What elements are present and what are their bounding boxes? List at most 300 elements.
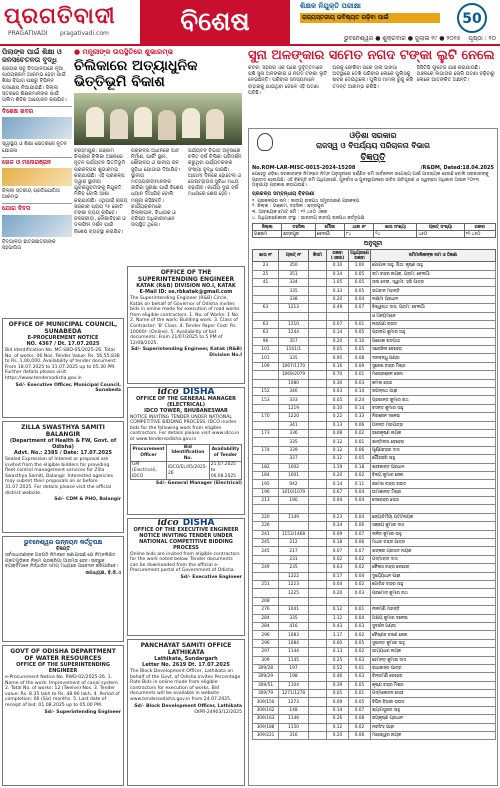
table-cell: GM (Electrical), IDCO (131, 462, 167, 480)
table-cell (309, 312, 327, 320)
table-row (253, 295, 496, 303)
table-cell: ବେଲଗାଁ (315, 231, 344, 238)
table-cell: 0.05 (349, 329, 371, 337)
table-cell: ୨୪ (374, 231, 417, 238)
notice-8-oipr: OIPR-24903/12/2025 (194, 710, 242, 716)
table-row (253, 320, 496, 328)
table-row (253, 278, 496, 286)
govt-land-notice (248, 128, 498, 786)
table-cell (309, 597, 327, 605)
table-cell: 0.43 (327, 622, 349, 630)
table-cell (309, 690, 327, 698)
table-cell: ୧୨.୪୫୦ (464, 231, 495, 238)
table-cell: ୮୪ (344, 231, 373, 238)
lead-story-kicker: ● ମନ୍ତ୍ରୀଙ୍କ ଉପସ୍ଥିତିରେ ଶୁଭାରମ୍ଭ (74, 48, 173, 56)
table-cell: 0.02 (349, 648, 371, 656)
notice-bda[interactable] (2, 536, 124, 642)
table-cell (309, 614, 327, 622)
table-cell (309, 278, 327, 286)
table-cell: 0.30 (327, 379, 349, 387)
notice-8-no: Letter No. 2619 Dt. 17.07.2025 (142, 662, 230, 668)
govt-list-item: ୨. ଜିଲ୍ଲା : ଗଞ୍ଜାମ, ତହସିଲ : ଛତ୍ରପୁର (252, 204, 324, 210)
table-cell (253, 371, 279, 379)
table-cell: 0.20 (327, 732, 349, 740)
table-cell: ପଦ୍ମଲୋଚନ ସେଠୀ (371, 690, 496, 698)
schedule-header: ପ୍ଲଟ୍ ନଂ (279, 250, 309, 262)
table-cell (309, 581, 327, 589)
notice-5-no: E-Mail ID: se.rbkatak@gmail.com (139, 289, 233, 295)
table-cell: 0.05 (349, 455, 371, 463)
table-cell: 170 (253, 413, 279, 421)
table-cell (309, 589, 327, 597)
table-cell: 226 (253, 522, 279, 530)
table-cell: ମନୋରଞ୍ଜନ ଜେନା (371, 371, 496, 379)
table-cell: ଗୋବିନ୍ଦ ଚନ୍ଦ୍ର ସାହୁ (371, 581, 496, 589)
lead-story-body (74, 148, 242, 273)
table-row (253, 572, 496, 580)
left-box-1 (2, 106, 72, 154)
table-cell (309, 379, 327, 387)
table-cell: 1084 (279, 639, 309, 647)
lead-story-photo (74, 93, 242, 145)
table-cell (253, 455, 279, 463)
table-cell: କମଳା ସେଠୀ (371, 379, 496, 387)
table-cell (253, 312, 279, 320)
table-cell: 96 (253, 337, 279, 345)
table-cell: 0.05 (349, 698, 371, 706)
table-cell (253, 379, 279, 387)
table-row (253, 497, 496, 505)
table-cell (349, 505, 371, 513)
table-cell: 309/79 (253, 690, 279, 698)
table-cell: 212 (279, 539, 309, 547)
table-cell: 0.03 (349, 656, 371, 664)
table-cell: 0.26 (327, 715, 349, 723)
notice-4-title: GOVT OF ODISHA DEPARTMENT OF WATER RESOURCES (10, 648, 116, 662)
table-cell (309, 656, 327, 664)
table-cell: 1219 (279, 404, 309, 412)
table-row (253, 224, 496, 231)
table-row (253, 581, 496, 589)
table-cell: 0.05 (349, 270, 371, 278)
table-cell: IDCO/EL/05/2025-26 (166, 462, 209, 480)
table-cell: 241 (253, 530, 279, 538)
table-cell (327, 505, 349, 513)
table-cell: 1145 (279, 656, 309, 664)
table-row (253, 262, 496, 270)
table-cell: 0.12 (327, 455, 349, 463)
table-cell: 0.34 (327, 270, 349, 278)
table-row (253, 312, 496, 320)
table-row (253, 656, 496, 664)
table-cell: ଛତ୍ରପୁର (282, 231, 316, 238)
table-cell: 0.14 (327, 480, 349, 488)
table-cell: 284 (253, 622, 279, 630)
table-cell: ଥାନା ନଂ (344, 224, 373, 231)
table-cell (349, 597, 371, 605)
table-cell: ୪୫୦ (417, 231, 464, 238)
table-cell: 1161/1 (279, 346, 309, 354)
table-cell: 1041 (279, 606, 309, 614)
table-cell: ସୀତା ଦେବୀ, ସ୍ୱାମୀ: ହରି ପାତ୍ର (371, 278, 496, 286)
newspaper-title: ପ୍ରଗତିବାଦୀ (4, 3, 116, 29)
second-story-col-3: ସିସିଟିଭି ଫୁଟେଜ ଯାଞ୍ଚ କରାଯାଉଛି। ଅଞ୍ଚଳରେ ଲଗାତାର ଚୋରି ଘଟଣା ବଢ଼ିବାରୁ ଲୋକେ ଆତଙ୍କିତ ଅଛନ୍ତି। (416, 65, 495, 84)
table-cell: 245 (253, 547, 279, 555)
left-box-2-body: ଜିଲ୍ଲା ସ୍ତରୀୟ ପ୍ରତିଯୋଗିତା ଆରମ୍ଭ (2, 188, 60, 201)
table-cell: 0.01 (349, 606, 371, 614)
table-cell: 0.05 (349, 639, 371, 647)
govt-notice-h2: ରାଜସ୍ୱ ଓ ବିପର୍ଯ୍ୟୟ ପରିଚାଳନା ବିଭାଗ (316, 141, 430, 150)
table-cell: 0.25 (327, 656, 349, 664)
table-row (253, 354, 496, 362)
table-cell (309, 715, 327, 723)
table-cell: 1146 (279, 715, 309, 723)
notice-6-sub: IDCO TOWER, BHUBANESWAR (144, 407, 228, 414)
table-cell: ଦୀନବନ୍ଧୁ ପଣ୍ଡା (371, 354, 496, 362)
schedule-table (252, 249, 496, 740)
table-cell: 335 (279, 614, 309, 622)
table-cell: 1001 (279, 471, 309, 479)
table-cell: 351 (279, 270, 309, 278)
table-cell (253, 404, 279, 412)
table-row (253, 639, 496, 647)
table-cell (327, 597, 349, 605)
table-cell: ପୂର୍ଣ୍ଣଚନ୍ଦ୍ର ଦାସ (371, 446, 496, 454)
table-cell: 0.20 (327, 337, 349, 345)
table-cell: 0.33 (327, 287, 349, 295)
table-cell: 0.11 (349, 480, 371, 488)
table-cell: 1144 (279, 648, 309, 656)
table-row (253, 304, 496, 312)
table-cell: 1002 (279, 463, 309, 471)
table-row (253, 631, 496, 639)
notice-municipal-sunabeda[interactable] (2, 318, 124, 418)
notice-8-signature: Sd/- Block Development Officer, Lathikata (134, 703, 242, 709)
table-cell: 309/163 (253, 715, 279, 723)
table-cell: ଗୋପାଳ ସାହୁ, ପିତା: କୃଷ୍ଣ ସାହୁ (371, 262, 496, 270)
notice-1-sub: E-PROCUREMENT NOTICE (27, 335, 99, 341)
masthead (0, 0, 500, 46)
table-cell: 0.14 (327, 706, 349, 714)
table-cell: 0.07 (349, 530, 371, 538)
table-cell: 0.13 (327, 421, 349, 429)
table-cell: 0.05 (327, 346, 349, 354)
table-cell: 0.02 (349, 555, 371, 563)
table-row (253, 346, 496, 354)
table-cell: 0.12 (327, 723, 349, 731)
table-cell: 1153/1468 (279, 530, 309, 538)
table-cell: 416 (279, 622, 309, 630)
table-cell: 334 (279, 278, 309, 286)
table-row (253, 463, 496, 471)
table-row (253, 555, 496, 563)
left-body: ରାଜ୍ୟର ସବୁ ବିଦ୍ୟାଳୟରେ ନୂଆ ପାଠ୍ୟକ୍ରମ ଆରମ୍ଭ ହେବା ପାଇଁ ଶିକ୍ଷା ବିଭାଗ ପକ୍ଷରୁ ବିଭିନ୍ନ ପଦକ୍ଷେପ ନିଆଯାଇଛି। ଜିଲ୍ଲା ସ୍ତରରେ ଶିକ୍ଷକମାନଙ୍କ ପାଇଁ ତାଲିମ ଶିବିର ଆୟୋଜନ କରାଯିବ। (2, 66, 67, 104)
table-cell: 350 (279, 262, 309, 270)
table-cell: 109 (253, 362, 279, 370)
table-cell: 1.19 (327, 463, 349, 471)
table-cell (253, 572, 279, 580)
table-cell: 0.04 (349, 513, 371, 521)
second-story-headline[interactable]: ସୁନା ଅଳଙ୍କାର ସମେତ ନଗଦ ଟଙ୍କା ଲୁଟି ନେଲେ (248, 48, 495, 63)
table-cell: ମୌଜା (315, 224, 344, 231)
table-cell: 309/188 (253, 723, 279, 731)
table-cell (279, 312, 309, 320)
table-cell: 0.16 (327, 362, 349, 370)
table-cell: 0.12 (327, 446, 349, 454)
table-cell: ଚିନ୍ତାମଣି ବେହେରା (371, 673, 496, 681)
table-cell: 1010/1079 (279, 488, 309, 496)
table-cell: 335 (279, 438, 309, 446)
notice-8-body: The Block Development Officer, Lathikata on behalf of the Govt. of Odisha invites Percentage Rate Bids in online mode from eligible contractors for execution of works. Bid documents will be available in website www.tendersodisha.gov.in from 24.07.2025. (130, 669, 241, 702)
table-row (253, 715, 496, 723)
table-cell: 0.02 (349, 631, 371, 639)
section-title: ବିଶେଷ (140, 0, 290, 44)
table-cell: 0.02 (349, 429, 371, 437)
table-cell: 63 (253, 329, 279, 337)
left-box-2-title: ଖେଳ ଓ ମନୋରଞ୍ଜନ (2, 158, 52, 166)
schedule-header: କିସମ (309, 250, 327, 262)
table-cell (253, 505, 279, 513)
notice-6-signature: Sd/- General Manager (Electrical) (155, 481, 242, 487)
table-row (253, 622, 496, 630)
table-cell (309, 463, 327, 471)
table-row (253, 337, 496, 345)
table-cell: 0.04 (349, 488, 371, 496)
table-row (253, 270, 496, 278)
notice-4-body: e-Procurement Notice No. RWD-02/2025-26. 1. Name of the work: Improvement of canal system. 2. Total No. of works: 12 (Twelve) Nos. 3. Tender value: Rs. 8.35 lakh to Rs. 48.90 lakh. 4. Period of completion: 06 (Six) months. 5. Last date of receipt of bid: 01.08.2025 up to 05.00 PM. (5, 675, 120, 708)
table-cell (309, 388, 327, 396)
table-cell: 296 (253, 639, 279, 647)
table-cell: 0.12 (327, 606, 349, 614)
table-cell: ସୁଦର୍ଶନ ପଣ୍ଡା (371, 622, 496, 630)
lead-story-headline[interactable]: ଚିଲିକାରେ ଅତ୍ୟାଧୁନିକ ଭିତ୍ତିଭୂମି ବିକାଶ (74, 58, 198, 90)
table-cell: ପ୍ରଶାନ୍ତ କୁମାର ରଥ (371, 396, 496, 404)
table-cell: 316 (279, 732, 309, 740)
table-cell: 309 (253, 656, 279, 664)
table-row (253, 597, 496, 605)
table-cell (349, 312, 371, 320)
table-cell (279, 505, 309, 513)
table-cell: 0.33 (349, 413, 371, 421)
table-cell: ଅନନ୍ତ ମହାପାତ୍ର (371, 421, 496, 429)
govt-notice-para: ଯେହେତୁ ଓଡ଼ିଶା ସରକାରଙ୍କ ନିମନ୍ତେ ନିମ୍ନ ଅନୁସୂଚୀରେ ବର୍ଣ୍ଣିତ ଜମି ସାର୍ବଜନୀନ ଉଦ୍ଦେଶ୍ୟ ପାଇଁ ଆବଶ୍ୟକ ହେଉଛି ବୋଲି ସରକାରଙ୍କୁ ପ୍ରତୀତ ହେଉଅଛି। ଏହି ବିଜ୍ଞପ୍ତି ଜମି ଅଧିଗ୍ରହଣ, ପୁନର୍ବାସ ଓ ପୁନଃସ୍ଥାପନରେ ଉଚିତ କ୍ଷତିପୂରଣ ଓ ସ୍ୱଚ୍ଛତା ଅଧିକାର ଆଇନ ୨୦୧୩ ଅନୁଯାୟୀ ପ୍ରକାଶ କରାଯାଉଛି। (252, 172, 489, 189)
top-advert-line2: ରାଜ୍ୟସ୍ତରୀୟ ଭବିଷ୍ୟତ ଗଢ଼ିବା ପାଇଁ (300, 13, 440, 23)
lead-story-col-2: ପ୍ରକଳ୍ପ ଅଧୀନରେ ଘାଟ ନିର୍ମାଣ, ପାର୍କିଂ ସ୍ଥାନ, ଶୌଚାଳୟ ଓ ପାନୀୟ ଜଳ ସୁବିଧା ଯୋଗାଇ ଦିଆଯିବ। ସ୍ଥାନୀୟ ମତ୍ସ୍ୟଜୀବୀମାନଙ୍କ ଜୀବିକା ସୁରକ୍ଷା ପାଇଁ ବିଶେଷ ଧ୍ୟାନ ଦିଆଯିବ ବୋଲି ମନ୍ତ୍ରୀ କହିଛନ୍ତି। କାର୍ଯ୍ୟକ୍ରମରେ ଜିଲ୍ଲାପାଳ, ବିଧାୟକ ଓ ବରିଷ୍ଠ ଅଧିକାରୀମାନେ ଉପସ୍ଥିତ ଥିଲେ। (131, 148, 184, 229)
table-cell: ନରସିଂହ ପାଢ଼ୀ (371, 723, 496, 731)
table-cell: 340 (279, 388, 309, 396)
table-cell (309, 421, 327, 429)
govt-notice-date: /R&DM, Dated:18.04.2025 (420, 165, 494, 171)
notice-water-resources[interactable] (2, 645, 124, 786)
notice-2-title: ZILLA SWASTHYA SAMITI BALANGIR (21, 424, 105, 438)
table-cell: ଲକ୍ଷ୍ମୀ ପ୍ରଧାନ (371, 295, 496, 303)
table-cell: 196 (253, 488, 279, 496)
table-cell (309, 631, 327, 639)
notice-5-sub: KATAK (R&B) DIVISION NO.I, KATAK (136, 283, 236, 289)
table-cell (309, 681, 327, 689)
notice-1-title: OFFICE OF MUNICIPAL COUNCIL, SUNABEDA (8, 321, 118, 335)
table-cell: 173 (253, 429, 279, 437)
table-cell: ପଦ୍ମାବତୀ ଦାସ (371, 555, 496, 563)
table-row (253, 589, 496, 597)
table-cell: ଜଗନ୍ନାଥ ପାଢ଼ୀ (371, 388, 496, 396)
table-cell: ତହସିଲ (282, 224, 316, 231)
notice-rb-katak[interactable] (127, 266, 245, 384)
notice-2-sub: (Department of Health & FW, Govt. of Odisha) (9, 438, 117, 450)
table-cell: 339 (279, 446, 309, 454)
table-cell (309, 396, 327, 404)
table-cell: 245 (253, 539, 279, 547)
notice-panchayat-lathikata[interactable] (127, 639, 245, 786)
table-cell: 0.34 (327, 522, 349, 530)
notice-1-no: NO. 4367 / Dt. 17.07.2025 (26, 341, 100, 347)
table-row (253, 513, 496, 521)
table-cell: ହରେକୃଷ୍ଣ ନାୟକ (371, 429, 496, 437)
notice-idco[interactable] (127, 387, 245, 515)
table-cell: 1222 (279, 572, 309, 580)
table-cell: ପ୍ରଦୀପ କୁମାର ସାହୁ (371, 329, 496, 337)
table-cell: Bid Identification No. (166, 444, 209, 462)
table-cell: 0.20 (327, 295, 349, 303)
table-cell: ରାମ ଚନ୍ଦ୍ର ନାୟକ, ଗ୍ରାମ: ବେଲଗାଁ (371, 270, 496, 278)
table-row (253, 614, 496, 622)
table-cell: 284 (253, 614, 279, 622)
table-cell: 0.10 (327, 404, 349, 412)
table-cell (309, 497, 327, 505)
left-headline: ପିଲାଙ୍କ ପାଇଁ ଶିକ୍ଷା ଓ ଜନସଚେତନତା ବୃଦ୍ଧି (2, 48, 62, 64)
table-cell: Procurement Officer (131, 444, 167, 462)
table-cell: 0.14 (349, 404, 371, 412)
notice-zilla-swasthya[interactable] (2, 421, 124, 533)
notice-2-body: Sealed Expression of Interest or proposal are invited from the eligible bidders for providing fleet control management services for Zilla Swasthya Samiti, Balangir. Interested agencies may submit their proposals on or before 31.07.2025. For details please visit the official district website. (5, 457, 114, 496)
table-cell: 0.02 (349, 564, 371, 572)
table-row (253, 388, 496, 396)
table-cell: 268 (253, 597, 279, 605)
newspaper-website[interactable]: pragativadi.com (60, 30, 109, 37)
table-cell: ଗଞ୍ଜାମ (253, 231, 282, 238)
top-advert[interactable] (300, 2, 440, 32)
notice-5-title: OFFICE OF THE SUPERINTENDING ENGINEER (137, 269, 235, 283)
table-row (253, 681, 496, 689)
table-cell (279, 597, 309, 605)
table-row (253, 362, 496, 370)
anniversary-logo (448, 2, 496, 34)
table-cell: 0.09 (327, 698, 349, 706)
table-cell: 249 (253, 564, 279, 572)
table-cell: 0.49 (327, 304, 349, 312)
table-cell: 0.08 (349, 354, 371, 362)
table-cell (309, 522, 327, 530)
table-cell (279, 522, 309, 530)
table-cell: 0.05 (349, 681, 371, 689)
notice-3-signature: ଉପାଧ୍ୟକ୍ଷ, ବି.ଡି.ଏ (85, 570, 121, 576)
table-cell (327, 312, 349, 320)
table-cell: 309/162 (253, 706, 279, 714)
left-box-1-image (2, 117, 72, 139)
left-box-2-image (2, 168, 72, 186)
table-cell: ନିରଞ୍ଜନ ଦଳେଇ (371, 413, 496, 421)
table-row (253, 438, 496, 446)
table-cell: 184 (253, 471, 279, 479)
table-row (253, 231, 496, 238)
table-cell: ଓ ଅନ୍ୟମାନେ (371, 312, 496, 320)
table-cell: କୃଷ୍ଣ ଚନ୍ଦ୍ର ମିଶ୍ର (371, 681, 496, 689)
table-cell: 336 (279, 429, 309, 437)
table-cell: 195 (253, 480, 279, 488)
notice-3-title: ଭୁବନେଶ୍ୱର ଉନ୍ନୟନ କର୍ତ୍ତୃପକ୍ଷ (23, 539, 103, 546)
second-story (248, 48, 498, 128)
table-cell: 0.05 (349, 346, 371, 354)
table-row (253, 690, 496, 698)
table-cell: 309/29 (253, 673, 279, 681)
table-row (253, 547, 496, 555)
table-cell: ଜୟକୃଷ୍ଣ ପ୍ରଧାନ (371, 715, 496, 723)
table-cell: ଗୌରହରି ସାହୁ (371, 455, 496, 463)
table-cell: ଜ୍ୟୋତିର୍ମୟୀ ପଟ୍ଟନାୟକ (371, 513, 496, 521)
table-cell: 182 (253, 463, 279, 471)
table-cell: 251 (253, 581, 279, 589)
table-cell: ଅଶୋକ ଶତପଥୀ (371, 337, 496, 345)
table-cell (309, 664, 327, 672)
table-cell: 0.04 (349, 295, 371, 303)
table-cell (309, 639, 327, 647)
table-row (253, 522, 496, 530)
table-row (253, 471, 496, 479)
table-cell (309, 480, 327, 488)
left-box-1-body: ସ୍ୱାସ୍ଥ୍ୟ ଓ ଶିକ୍ଷା କ୍ଷେତ୍ରରେ ନୂତନ ଯୋଜନା (2, 141, 67, 154)
table-cell: 0.09 (349, 362, 371, 370)
table-cell (253, 421, 279, 429)
notice-1-body: Bid Identification No. MC-SBD-05/2025-26. Total No. of works: 06 Nos. Tender Value: Rs. 56,55,838 to Rs. 1,00,000. Availability of tender document: From 18.07.2025 to 31.07.2025 up to 05.30 PM. Further details please visit: https://www.tendersodisha.gov.in (5, 348, 120, 381)
table-cell: ମାଧବ ଚନ୍ଦ୍ର ପାତ୍ର (371, 539, 496, 547)
table-cell: 63 (253, 304, 279, 312)
notice-executive-engineer[interactable] (127, 518, 245, 636)
table-cell: 1104 (279, 681, 309, 689)
table-cell (309, 606, 327, 614)
anniversary-number: 50 (462, 11, 482, 27)
table-cell: 0.05 (327, 690, 349, 698)
table-cell: 101 (253, 346, 279, 354)
notice-4-signature: Sd/- Superintending Engineer (44, 709, 121, 715)
table-cell (309, 270, 327, 278)
table-cell: 0.05 (349, 278, 371, 286)
table-row (253, 287, 496, 295)
left-column (2, 48, 72, 348)
table-cell: ସୁଶାନ୍ତ କୁମାର ସାହୁ (371, 639, 496, 647)
table-cell (253, 295, 279, 303)
govt-summary-table (252, 223, 496, 238)
table-cell (309, 698, 327, 706)
table-cell: ଶଙ୍କର ପ୍ରସାଦ ନାୟକ (371, 547, 496, 555)
govt-list-item: ୩. ଆବଶ୍ୟକ ମୋଟ ଜମି : ୧୨.୪୫୦ ଏକର (252, 209, 328, 215)
dateline (300, 35, 496, 44)
table-row (253, 505, 496, 513)
table-cell (253, 438, 279, 446)
table-cell: 101 (253, 354, 279, 362)
table-cell: 198 (279, 673, 309, 681)
table-cell: ନୀଳମଣି ମହାନ୍ତି (371, 606, 496, 614)
table-cell: 0.07 (349, 547, 371, 555)
table-cell: 0.10 (327, 262, 349, 270)
table-cell (253, 555, 279, 563)
table-row (253, 379, 496, 387)
table-cell: 190 (279, 497, 309, 505)
schedule-header: ଖାତା ନଂ (253, 250, 279, 262)
table-cell: 1.00 (349, 262, 371, 270)
table-cell (309, 513, 327, 521)
table-cell (309, 346, 327, 354)
table-cell (309, 438, 327, 446)
